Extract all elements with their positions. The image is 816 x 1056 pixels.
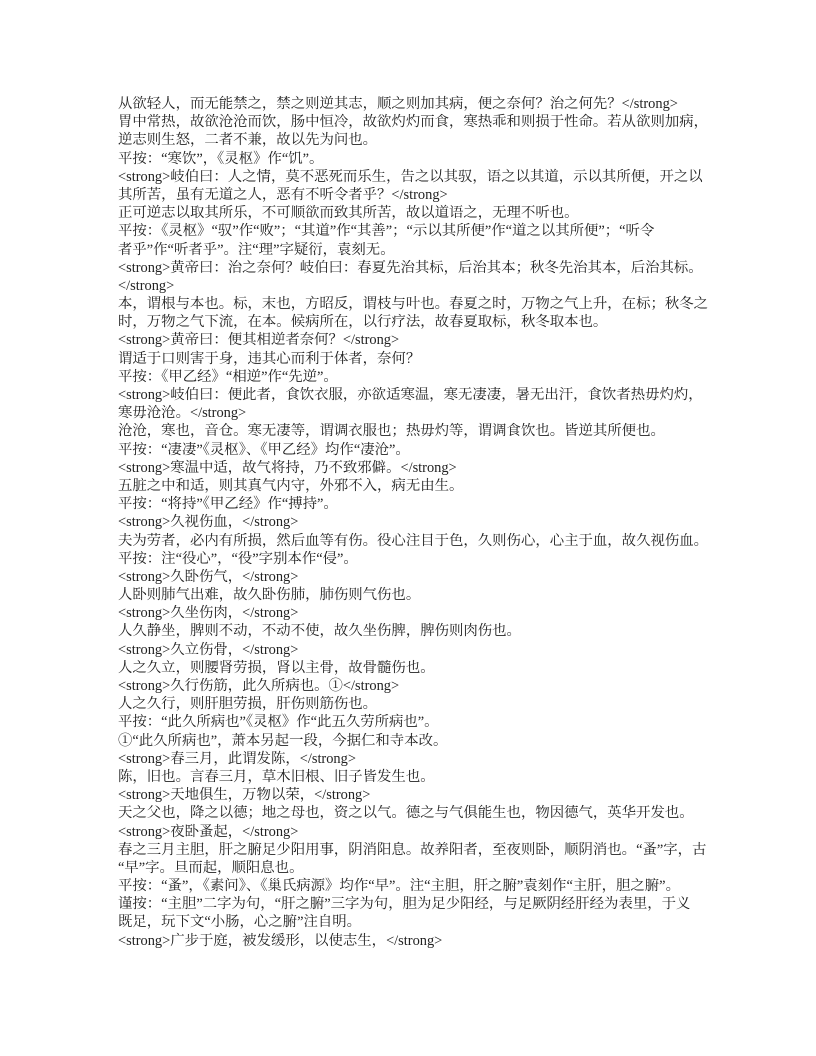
text-line: <strong>岐伯曰：人之情，莫不恶死而乐生，告之以其驭，语之以其道，示以其所便，开之以 — [118, 168, 703, 185]
text-line: “早”字。旦而起，顺阳息也。 — [118, 859, 304, 876]
text-line: 平按：《甲乙经》“相逆”作“先逆”。 — [118, 368, 338, 385]
text-line: 陈，旧也。言春三月，草木旧根、旧子皆发生也。 — [118, 768, 435, 785]
text-line: 春之三月主胆，肝之腑足少阳用事，阴消阳息。故养阳者，至夜则卧，顺阴消也。“蚤”字，古 — [118, 841, 707, 858]
text-line: 本，谓根与本也。标，末也，方昭反，谓枝与叶也。春夏之时，万物之气上升，在标；秋冬之 — [118, 296, 709, 313]
text-line: 既足，玩下文“小肠，心之腑”注自明。 — [118, 914, 362, 931]
text-line: 平按：“此久所病也”《灵枢》作“此五久劳所病也”。 — [118, 714, 439, 731]
text-line: 平按：“寒饮”，《灵枢》作“饥”。 — [118, 150, 324, 167]
text-line: <strong>广步于庭，被发缓形，以使志生，</strong> — [118, 932, 443, 949]
text-line: <strong>天地俱生，万物以荣，</strong> — [118, 787, 371, 804]
text-line: 谨按：“主胆”二字为句，“肝之腑”三字为句，胆为足少阳经，与足厥阴经肝经为表里，于义 — [118, 896, 691, 913]
text-line: </strong> — [118, 277, 175, 294]
text-line: ①“此久所病也”，萧本另起一段，今据仁和寺本改。 — [118, 732, 448, 749]
text-line: <strong>久坐伤肉，</strong> — [118, 605, 299, 622]
text-line: <strong>寒温中适，故气将持，乃不致邪僻。</strong> — [118, 459, 457, 476]
text-line: 平按：“凄凄”《灵枢》、《甲乙经》均作“凄沧”。 — [118, 441, 410, 458]
text-line: 夫为劳者，必内有所损，然后血等有伤。役心注目于色，久则伤心，心主于血，故久视伤血。 — [118, 532, 709, 549]
text-line: 平按：《灵枢》“驭”作“败”；“其道”作“其善”；“示以其所便”作“道之以其所便”；“听令 — [118, 223, 655, 240]
text-line: <strong>久卧伤气，</strong> — [118, 568, 299, 585]
text-line: 者乎”作“听者乎”。注“理”字疑衍，袁刻无。 — [118, 241, 395, 258]
text-line: 人之久行，则肝胆劳损，肝伤则筋伤也。 — [118, 696, 378, 713]
text-line: 平按：“蚤”，《素问》、《巢氏病源》均作“早”。注“主胆，肝之腑”袁刻作“主肝，胆之腑”。 — [118, 878, 680, 895]
text-line: 平按：“将持”《甲乙经》作“搏持”。 — [118, 496, 338, 513]
text-line: 胃中常热，故欲沧沧而饮，肠中恒冷，故欲灼灼而食，寒热乖和则损于性命。若从欲则加病， — [118, 114, 709, 131]
text-line: 天之父也，降之以德；地之母也，资之以气。德之与气俱能生也，物因德气，英华开发也。 — [118, 805, 694, 822]
text-line: <strong>岐伯曰：便此者，食饮衣服，亦欲适寒温，寒无凄凄，暑无出汗，食饮者热毋灼灼， — [118, 387, 703, 403]
text-line: 人久静坐，脾则不动，不动不使，故久坐伤脾，脾伤则肉伤也。 — [118, 623, 521, 640]
text-line: <strong>久立伤骨，</strong> — [118, 641, 299, 658]
text-line: <strong>黄帝曰：便其相逆者奈何？</strong> — [118, 332, 400, 349]
text-line: 从欲轻人，而无能禁之，禁之则逆其志，顺之则加其病，便之奈何？治之何先？</strong> — [118, 96, 678, 112]
text-line: 沧沧，寒也，音仓。寒无凄等，谓调衣服也；热毋灼等，谓调食饮也。皆逆其所便也。 — [118, 423, 665, 440]
text-line: <strong>久行伤筋，此久所病也。①</strong> — [118, 678, 400, 694]
text-line: 其所苦，虽有无道之人，恶有不听令者乎？</strong> — [118, 186, 448, 203]
text-line: <strong>黄帝曰：治之奈何？岐伯曰：春夏先治其标，后治其本；秋冬先治其本，后治其标。 — [118, 259, 703, 276]
document-body — [118, 95, 718, 950]
text-line: 平按：注“役心”，“役”字别本作“侵”。 — [118, 550, 358, 567]
text-line: 正可逆志以取其所乐，不可顺欲而致其所苦，故以道语之，无理不听也。 — [118, 205, 579, 222]
text-line: 五脏之中和适，则其真气内守，外邪不入，病无由生。 — [118, 477, 464, 494]
text-line: 人卧则肺气出难，故久卧伤肺，肺伤则气伤也。 — [118, 587, 421, 604]
text-line: 谓适于口则害于身，违其心而利于体者，奈何？ — [118, 350, 421, 367]
text-line: 寒毋沧沧。</strong> — [118, 405, 247, 422]
text-line: 时，万物之气下流，在本。候病所在，以行疗法，故春夏取标，秋冬取本也。 — [118, 314, 608, 331]
text-line: 逆志则生怒，二者不兼，故以先为问也。 — [118, 132, 378, 149]
text-line: 人之久立，则腰肾劳损，肾以主骨，故骨髓伤也。 — [118, 659, 435, 676]
text-line: <strong>夜卧蚤起，</strong> — [118, 823, 299, 840]
text-line: <strong>春三月，此谓发陈，</strong> — [118, 750, 356, 767]
text-line: <strong>久视伤血，</strong> — [118, 514, 299, 531]
